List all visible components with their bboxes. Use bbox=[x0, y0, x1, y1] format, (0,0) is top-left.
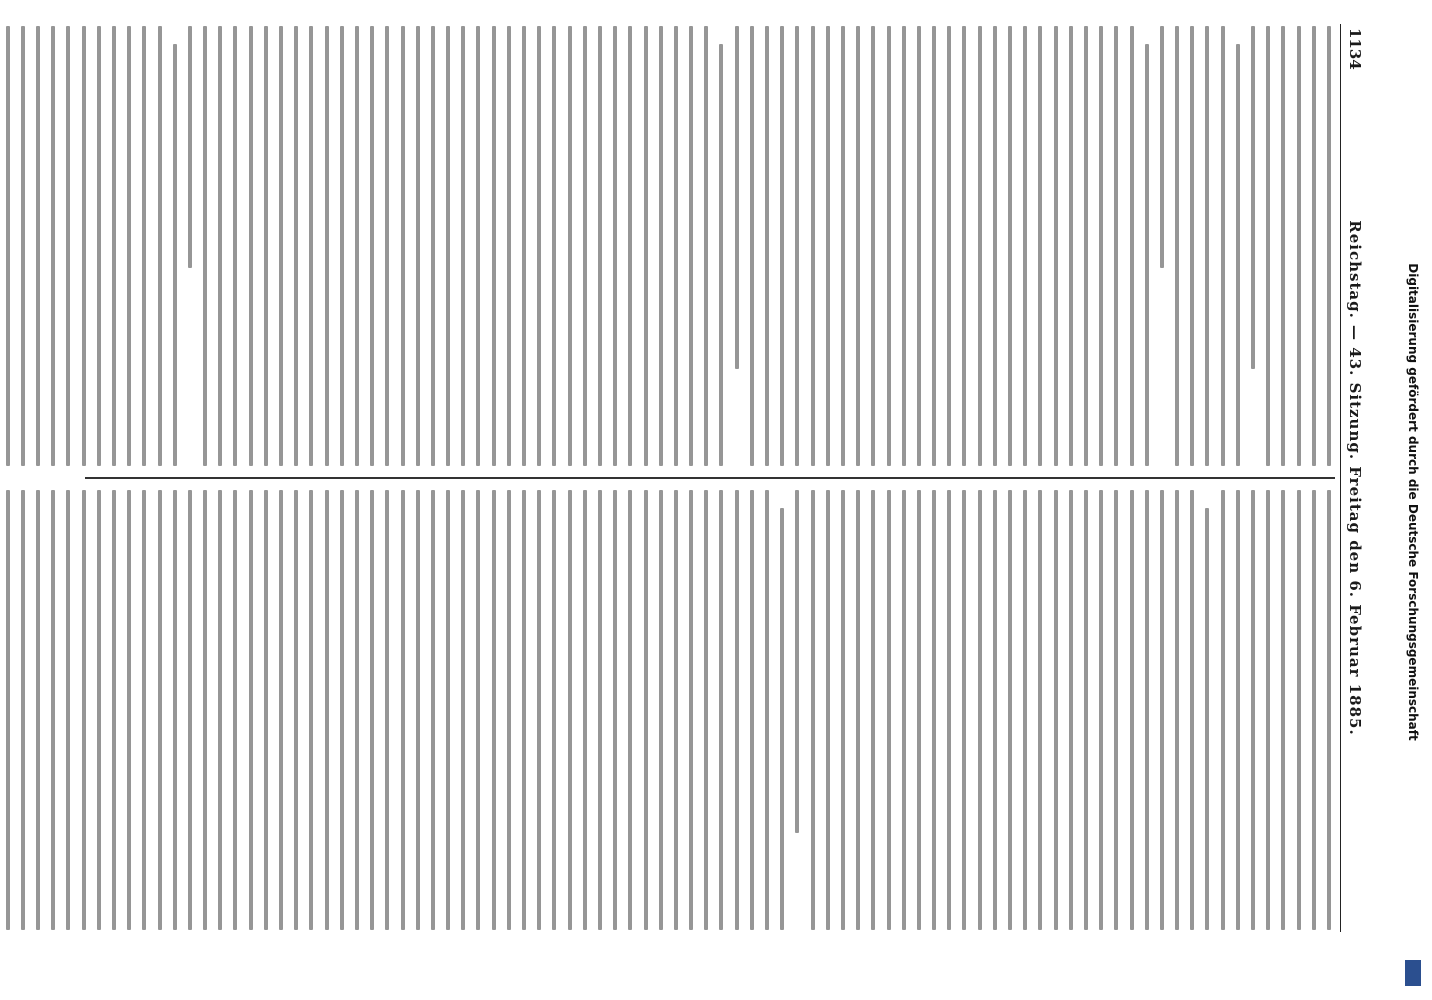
illegible-text-line bbox=[674, 26, 678, 466]
illegible-text-line bbox=[1327, 26, 1331, 466]
illegible-text-line bbox=[537, 26, 541, 466]
illegible-text-line bbox=[1190, 26, 1194, 466]
illegible-text-line bbox=[1145, 490, 1149, 930]
credit-text: Digitalisierung gefördert durch die Deutsche Forschungsgemeinschaft bbox=[1406, 263, 1420, 741]
illegible-text-line bbox=[1084, 490, 1088, 930]
illegible-text-line bbox=[1130, 26, 1134, 466]
illegible-text-line bbox=[1160, 26, 1164, 268]
illegible-text-line bbox=[720, 44, 724, 466]
illegible-text-line bbox=[36, 26, 40, 466]
illegible-text-line bbox=[1281, 26, 1285, 466]
illegible-text-line bbox=[431, 26, 435, 466]
illegible-text-line bbox=[264, 490, 268, 930]
illegible-text-line bbox=[1312, 490, 1316, 930]
illegible-text-line bbox=[142, 26, 146, 466]
illegible-text-line bbox=[1251, 26, 1255, 369]
illegible-text-line bbox=[583, 490, 587, 930]
illegible-text-line bbox=[112, 490, 116, 930]
illegible-text-line bbox=[856, 26, 860, 466]
illegible-text-line bbox=[947, 26, 951, 466]
illegible-text-line bbox=[704, 26, 708, 466]
illegible-text-line bbox=[871, 26, 875, 466]
illegible-text-line bbox=[628, 490, 632, 930]
illegible-text-line bbox=[1069, 490, 1073, 930]
illegible-text-line bbox=[1190, 490, 1194, 930]
illegible-text-line bbox=[1054, 490, 1058, 930]
illegible-text-line bbox=[856, 490, 860, 930]
illegible-text-line bbox=[644, 490, 648, 930]
illegible-text-line bbox=[1266, 490, 1270, 930]
illegible-text-line bbox=[97, 490, 101, 930]
illegible-text-line bbox=[173, 44, 177, 466]
illegible-text-line bbox=[1008, 26, 1012, 466]
illegible-text-line bbox=[1206, 508, 1210, 930]
illegible-text-line bbox=[127, 26, 131, 466]
illegible-text-line bbox=[21, 490, 25, 930]
illegible-text-line bbox=[811, 26, 815, 466]
illegible-text-line bbox=[355, 490, 359, 930]
illegible-text-line bbox=[1145, 44, 1149, 466]
illegible-text-line bbox=[568, 26, 572, 466]
illegible-text-line bbox=[795, 26, 799, 466]
illegible-text-line bbox=[1130, 490, 1134, 930]
illegible-text-line bbox=[1327, 490, 1331, 930]
column-rule bbox=[85, 477, 1335, 479]
illegible-text-line bbox=[1038, 26, 1042, 466]
paragraph bbox=[1251, 26, 1331, 466]
illegible-text-line bbox=[1236, 44, 1240, 466]
illegible-text-line bbox=[461, 490, 465, 930]
illegible-text-line bbox=[416, 490, 420, 930]
paragraph bbox=[1160, 26, 1240, 466]
illegible-text-line bbox=[522, 26, 526, 466]
illegible-text-line bbox=[370, 490, 374, 930]
illegible-text-line bbox=[66, 490, 70, 930]
paragraph bbox=[0, 490, 784, 930]
paragraph bbox=[188, 26, 724, 466]
illegible-text-line bbox=[416, 26, 420, 466]
illegible-text-line bbox=[1099, 26, 1103, 466]
illegible-text-line bbox=[461, 26, 465, 466]
illegible-text-line bbox=[978, 490, 982, 930]
illegible-text-line bbox=[689, 490, 693, 930]
page-number: 1134 bbox=[1346, 28, 1364, 70]
illegible-text-line bbox=[203, 490, 207, 930]
illegible-text-line bbox=[6, 490, 10, 930]
illegible-text-line bbox=[507, 490, 511, 930]
illegible-text-line bbox=[492, 26, 496, 466]
illegible-text-line bbox=[294, 26, 298, 466]
illegible-text-line bbox=[552, 26, 556, 466]
illegible-text-line bbox=[234, 26, 238, 466]
illegible-text-line bbox=[644, 26, 648, 466]
illegible-text-line bbox=[507, 26, 511, 466]
illegible-text-line bbox=[1069, 26, 1073, 466]
illegible-text-line bbox=[780, 508, 784, 930]
illegible-text-line bbox=[1099, 490, 1103, 930]
illegible-text-line bbox=[1175, 26, 1179, 466]
page-header bbox=[1340, 24, 1367, 932]
right-column bbox=[71, 490, 1331, 930]
illegible-text-line bbox=[1114, 490, 1118, 930]
illegible-text-line bbox=[1312, 26, 1316, 466]
illegible-text-line bbox=[218, 490, 222, 930]
illegible-text-line bbox=[158, 26, 162, 466]
illegible-text-line bbox=[765, 26, 769, 466]
illegible-text-line bbox=[188, 26, 192, 268]
illegible-text-line bbox=[477, 26, 481, 466]
illegible-text-line bbox=[1221, 26, 1225, 466]
illegible-text-line bbox=[795, 490, 799, 833]
illegible-text-line bbox=[583, 26, 587, 466]
illegible-text-line bbox=[325, 26, 329, 466]
illegible-text-line bbox=[917, 26, 921, 466]
illegible-text-line bbox=[826, 490, 830, 930]
illegible-text-line bbox=[568, 490, 572, 930]
illegible-text-line bbox=[917, 490, 921, 930]
illegible-text-line bbox=[66, 26, 70, 466]
illegible-text-line bbox=[1266, 26, 1270, 466]
illegible-text-line bbox=[158, 490, 162, 930]
illegible-text-line bbox=[112, 26, 116, 466]
illegible-text-line bbox=[1054, 26, 1058, 466]
illegible-text-line bbox=[21, 26, 25, 466]
illegible-text-line bbox=[598, 490, 602, 930]
illegible-text-line bbox=[1236, 490, 1240, 930]
illegible-text-line bbox=[704, 490, 708, 930]
illegible-text-line bbox=[750, 26, 754, 466]
illegible-text-line bbox=[1251, 490, 1255, 930]
illegible-text-line bbox=[492, 490, 496, 930]
illegible-text-line bbox=[188, 490, 192, 930]
illegible-text-line bbox=[841, 26, 845, 466]
illegible-text-line bbox=[36, 490, 40, 930]
paragraph bbox=[1221, 490, 1331, 930]
illegible-text-line bbox=[97, 26, 101, 466]
illegible-text-line bbox=[279, 490, 283, 930]
illegible-text-line bbox=[142, 490, 146, 930]
illegible-text-line bbox=[1023, 26, 1027, 466]
illegible-text-line bbox=[902, 26, 906, 466]
illegible-text-line bbox=[932, 490, 936, 930]
illegible-text-line bbox=[234, 490, 238, 930]
illegible-text-line bbox=[1038, 490, 1042, 930]
illegible-text-line bbox=[947, 490, 951, 930]
illegible-text-line bbox=[963, 26, 967, 466]
digitization-credit bbox=[1404, 18, 1422, 986]
illegible-text-line bbox=[902, 490, 906, 930]
illegible-text-line bbox=[659, 26, 663, 466]
illegible-text-line bbox=[127, 490, 131, 930]
illegible-text-line bbox=[1297, 26, 1301, 466]
illegible-text-line bbox=[309, 490, 313, 930]
illegible-text-line bbox=[932, 26, 936, 466]
paragraph bbox=[795, 490, 1209, 930]
illegible-text-line bbox=[340, 26, 344, 466]
illegible-text-line bbox=[659, 490, 663, 930]
illegible-text-line bbox=[735, 490, 739, 930]
illegible-text-line bbox=[811, 490, 815, 930]
illegible-text-line bbox=[978, 26, 982, 466]
illegible-text-line bbox=[294, 490, 298, 930]
illegible-text-line bbox=[537, 490, 541, 930]
illegible-text-line bbox=[613, 26, 617, 466]
paragraph bbox=[0, 26, 177, 466]
illegible-text-line bbox=[1281, 490, 1285, 930]
illegible-text-line bbox=[1160, 490, 1164, 930]
illegible-text-line bbox=[431, 490, 435, 930]
illegible-text-line bbox=[689, 26, 693, 466]
illegible-text-line bbox=[477, 490, 481, 930]
illegible-text-line bbox=[720, 490, 724, 930]
illegible-text-line bbox=[51, 26, 55, 466]
illegible-text-line bbox=[522, 490, 526, 930]
illegible-text-line bbox=[1023, 490, 1027, 930]
illegible-text-line bbox=[249, 490, 253, 930]
illegible-text-line bbox=[401, 26, 405, 466]
illegible-text-line bbox=[446, 490, 450, 930]
illegible-text-line bbox=[173, 490, 177, 930]
illegible-text-line bbox=[1297, 490, 1301, 930]
illegible-text-line bbox=[401, 490, 405, 930]
illegible-text-line bbox=[1084, 26, 1088, 466]
illegible-text-line bbox=[203, 26, 207, 466]
illegible-text-line bbox=[1175, 490, 1179, 930]
illegible-text-line bbox=[871, 490, 875, 930]
illegible-text-line bbox=[1221, 490, 1225, 930]
illegible-text-line bbox=[887, 26, 891, 466]
illegible-text-line bbox=[1206, 26, 1210, 466]
illegible-text-line bbox=[218, 26, 222, 466]
illegible-text-line bbox=[552, 490, 556, 930]
illegible-text-line bbox=[1114, 26, 1118, 466]
illegible-text-line bbox=[613, 490, 617, 930]
illegible-text-line bbox=[279, 26, 283, 466]
illegible-text-line bbox=[963, 490, 967, 930]
illegible-text-line bbox=[628, 26, 632, 466]
left-column bbox=[71, 26, 1331, 466]
illegible-text-line bbox=[325, 490, 329, 930]
illegible-text-line bbox=[249, 26, 253, 466]
illegible-text-line bbox=[82, 26, 86, 466]
illegible-text-line bbox=[385, 26, 389, 466]
illegible-text-line bbox=[1008, 490, 1012, 930]
illegible-text-line bbox=[51, 490, 55, 930]
illegible-text-line bbox=[264, 26, 268, 466]
paragraph bbox=[735, 26, 1149, 466]
illegible-text-line bbox=[446, 26, 450, 466]
illegible-text-line bbox=[750, 490, 754, 930]
rotated-page bbox=[61, 18, 1371, 938]
illegible-text-line bbox=[340, 490, 344, 930]
illegible-text-line bbox=[993, 26, 997, 466]
illegible-text-line bbox=[82, 490, 86, 930]
illegible-text-line bbox=[355, 26, 359, 466]
running-head: Reichstag. — 43. Sitzung. Freitag den 6. Februar 1885. bbox=[1346, 220, 1364, 736]
illegible-text-line bbox=[385, 490, 389, 930]
illegible-text-line bbox=[735, 26, 739, 369]
illegible-text-line bbox=[780, 26, 784, 466]
illegible-text-line bbox=[6, 26, 10, 466]
illegible-text-line bbox=[674, 490, 678, 930]
illegible-text-line bbox=[993, 490, 997, 930]
illegible-text-line bbox=[887, 490, 891, 930]
illegible-text-line bbox=[370, 26, 374, 466]
illegible-text-line bbox=[309, 26, 313, 466]
illegible-text-line bbox=[598, 26, 602, 466]
illegible-text-line bbox=[765, 490, 769, 930]
illegible-text-line bbox=[826, 26, 830, 466]
illegible-text-line bbox=[841, 490, 845, 930]
dfg-logo bbox=[1405, 960, 1421, 986]
